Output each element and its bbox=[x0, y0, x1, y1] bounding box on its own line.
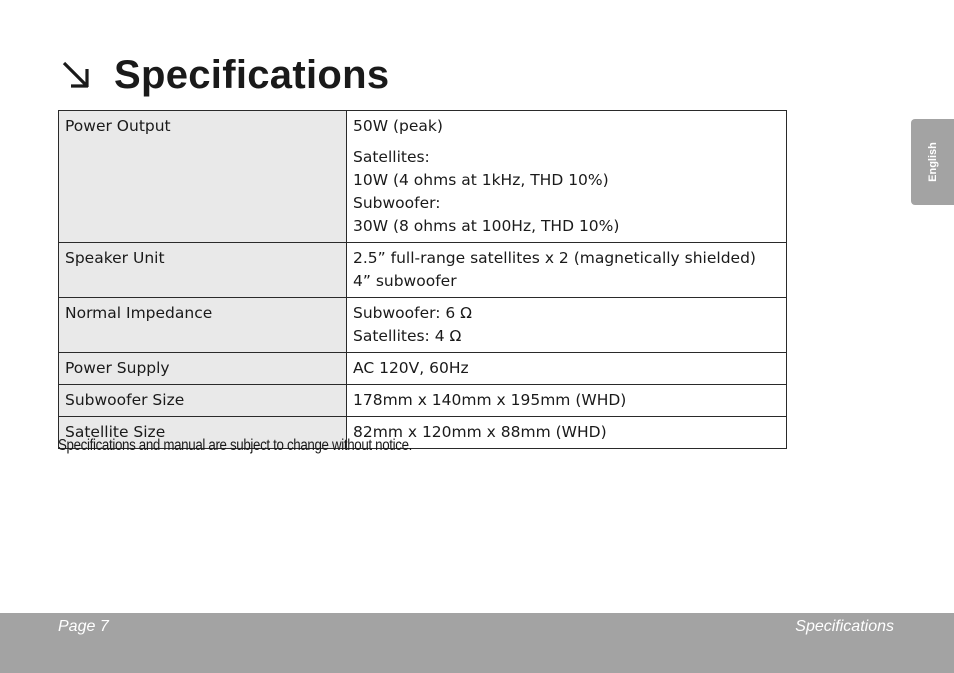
spec-value bbox=[347, 417, 787, 449]
spec-label: Subwoofer Size bbox=[59, 385, 347, 417]
spec-value-line: Satellites: bbox=[353, 148, 430, 166]
spec-label: Power Output bbox=[59, 111, 347, 243]
spec-value-spacer bbox=[353, 138, 780, 146]
spec-value-line: Subwoofer: bbox=[353, 194, 441, 212]
disclaimer-note: Specifications and manual are subject to change without notice. bbox=[58, 437, 413, 454]
table-row bbox=[59, 111, 787, 243]
spec-value bbox=[347, 353, 787, 385]
spec-value bbox=[347, 243, 787, 298]
language-tab-label: English bbox=[926, 142, 939, 182]
page-header bbox=[58, 48, 389, 102]
table-row bbox=[59, 353, 787, 385]
table-row bbox=[59, 385, 787, 417]
spec-value-line: AC 120V, 60Hz bbox=[353, 359, 469, 377]
spec-value-line: 82mm x 120mm x 88mm (WHD) bbox=[353, 423, 607, 441]
footer-section-name: Specifications bbox=[795, 618, 894, 635]
spec-value-line: 10W (4 ohms at 1kHz, THD 10%) bbox=[353, 171, 609, 189]
spec-value-line: Satellites: 4 Ω bbox=[353, 327, 462, 345]
spec-label: Speaker Unit bbox=[59, 243, 347, 298]
page-number: Page 7 bbox=[58, 618, 109, 635]
spec-value bbox=[347, 298, 787, 353]
spec-label: Normal Impedance bbox=[59, 298, 347, 353]
table-row bbox=[59, 243, 787, 298]
spec-label: Satellite Size bbox=[59, 417, 347, 449]
spec-value-line: 4” subwoofer bbox=[353, 272, 457, 290]
spec-label: Power Supply bbox=[59, 353, 347, 385]
spec-value-line: Subwoofer: 6 Ω bbox=[353, 304, 473, 322]
spec-value-line: 50W (peak) bbox=[353, 117, 443, 135]
page-footer bbox=[0, 613, 954, 673]
spec-value bbox=[347, 111, 787, 243]
table-row bbox=[59, 298, 787, 353]
arrow-down-right-icon bbox=[58, 57, 94, 93]
page-title: Specifications bbox=[114, 52, 390, 97]
spec-value bbox=[347, 385, 787, 417]
language-tab[interactable] bbox=[911, 119, 954, 205]
spec-value-line: 2.5” full-range satellites x 2 (magnetically shielded) bbox=[353, 249, 756, 267]
spec-value-line: 178mm x 140mm x 195mm (WHD) bbox=[353, 391, 627, 409]
spec-value-line: 30W (8 ohms at 100Hz, THD 10%) bbox=[353, 217, 620, 235]
specifications-table bbox=[58, 110, 787, 449]
